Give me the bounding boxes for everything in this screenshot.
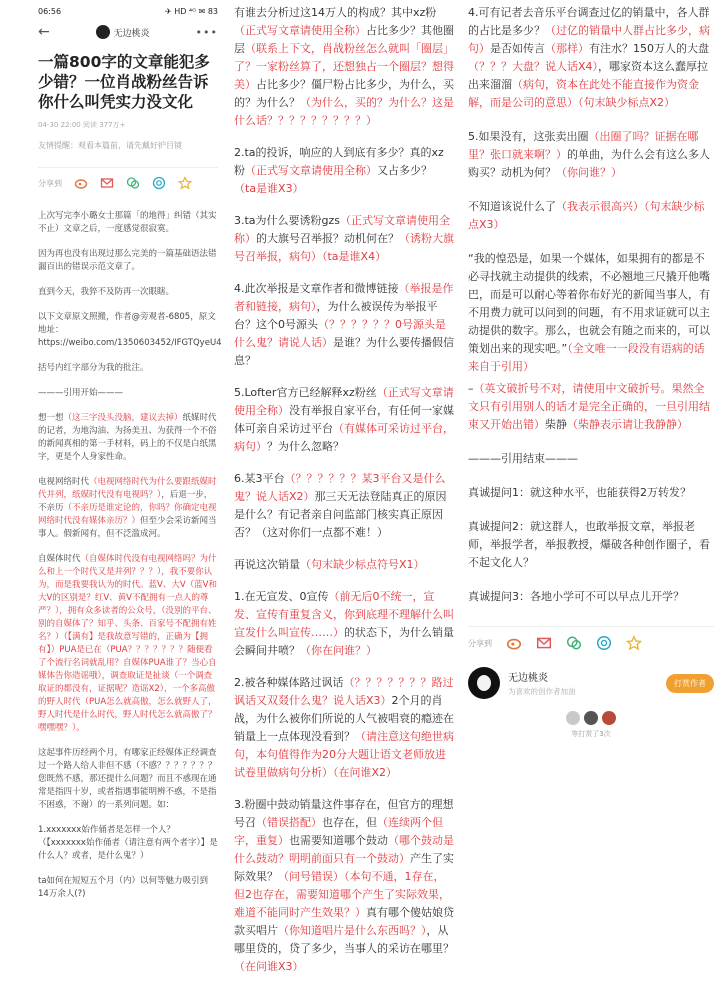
quote-paragraph-2 bbox=[38, 476, 218, 541]
weibo-icon[interactable] bbox=[506, 635, 522, 651]
annotation: （病句，资本在此处不能直接作为资金解，而是公司的意思）（句末缺少标点X2） bbox=[468, 78, 699, 109]
friendly-tip: 友情提醒：观看本篇前，请先戴好护目镜 bbox=[38, 141, 182, 150]
annotation: （句末缺少标点符号X1） bbox=[300, 558, 425, 571]
body-text: 5.如果没有，这张卖出圈 bbox=[468, 130, 589, 143]
annotation: （电视网络时代为什么要跟纸媒时代并列，纸媒时代没有电视吗？） bbox=[38, 477, 217, 500]
body-text: 3.ta为什么要诱粉gzs bbox=[234, 214, 341, 227]
annotation: （你问谁？） bbox=[556, 166, 622, 179]
wechat-icon[interactable] bbox=[126, 176, 140, 190]
col3-paragraph-1 bbox=[468, 4, 714, 112]
article-meta: 04-30 22:00 阅读 377万+ bbox=[38, 121, 126, 129]
quote-text: 电视网络时代 bbox=[38, 477, 90, 487]
body-text: 占比多少？僵尸粉占比多少，为什么，买的？为什么？ bbox=[234, 78, 454, 109]
body-text: ？为什么忽略？ bbox=[267, 440, 344, 453]
body-text: 也存在，但 bbox=[322, 816, 377, 829]
annotation: （柴静表示请让我静静） bbox=[567, 418, 688, 431]
annotation: （正式写文章请使用全称） bbox=[245, 164, 377, 177]
share-label: 分享到 bbox=[468, 638, 492, 648]
body-text: 再说这次销量 bbox=[234, 558, 300, 571]
body-text: 5.Lofter官方已经解释xz粉丝 bbox=[234, 386, 377, 399]
col2-paragraph-1 bbox=[234, 4, 454, 130]
annotation: （连续两个但字，重复） bbox=[234, 816, 443, 847]
share-label: 分享到 bbox=[38, 178, 62, 188]
author-card bbox=[468, 667, 714, 699]
body-text: 产生了实际效果？ bbox=[234, 852, 454, 883]
status-time: 06:56 bbox=[38, 6, 62, 16]
annotation: （不亲历是谁定论的，你吗？你确定电视网络时代没有媒体亲历？） bbox=[38, 503, 217, 526]
wechat-icon[interactable] bbox=[566, 635, 582, 651]
col2-paragraph-4 bbox=[234, 280, 454, 370]
annotation: （正式写文章请使用全称） bbox=[234, 214, 451, 245]
quote-paragraph-5: 1.xxxxxxx始作俑者是怎样一个人？（【xxxxxxx始作俑者（请注意有两个者字）】是什么人？或者，是什么鬼？） bbox=[38, 825, 218, 861]
body-text: ，从哪里贷的，贷了多少，当事人的采访在哪里？ bbox=[234, 924, 454, 955]
col2-paragraph-3 bbox=[234, 212, 454, 266]
annotation: （ta是谁X3） bbox=[234, 182, 304, 195]
sincere-question-2: 真诚提问2：就这群人，也敢举报文章，举报老师，举报学者，举报教授，爆破各种创作圈子，看不起文化人？ bbox=[468, 520, 710, 569]
body-text: 也需要知道哪个鼓动 bbox=[289, 834, 388, 847]
body-text: 又占多少？ bbox=[377, 164, 432, 177]
weibo-icon[interactable] bbox=[74, 176, 88, 190]
quote-start-marker: ———引用开始——— bbox=[38, 388, 124, 398]
more-icon[interactable]: ••• bbox=[195, 25, 218, 39]
quote-end-marker: ———引用结束——— bbox=[468, 452, 578, 465]
body-text: 柴静 bbox=[545, 418, 567, 431]
status-indicators: ✈ HD ⁴ᴳ ✉ 83 bbox=[164, 6, 218, 16]
annotation: （错误搭配） bbox=[256, 816, 322, 829]
quote-paragraph-4: 这起事件历经两个月，有哪家正经媒体正经调查过一个路人给人非但不感（不感？？？？？？？您既然不感，那还提什么问题？而且不惑现在通常是指四十岁，或者指遇事能明辨不惑，不是指不困惑，不谢）的一系列问题。如： bbox=[38, 748, 217, 810]
annotation: （全文唯一一段没有语病的话来自于引用） bbox=[468, 342, 705, 373]
col1-paragraph-5: 括号内红字部分为我的批注。 bbox=[38, 363, 149, 373]
col3-paragraph-3 bbox=[468, 198, 714, 234]
body-text: ，哪家资本这么蠢厚拉出来溜溜 bbox=[468, 60, 709, 91]
back-arrow-icon[interactable]: ← bbox=[38, 24, 50, 40]
body-text: 2.ta的投诉，响应的人到底有多少？真的xz粉 bbox=[234, 146, 444, 177]
account-name: 无边桃炎 bbox=[113, 28, 150, 39]
annotation: （前无后0不统一，宣发、宣传有重复含义，你到底理不理解什么叫宣发什么叫宣传……） bbox=[234, 590, 454, 639]
account-chip[interactable] bbox=[96, 25, 150, 39]
tipper-avatar[interactable] bbox=[566, 711, 580, 725]
body-text: 真有哪个傻姑娘贷款买唱片 bbox=[234, 906, 454, 937]
annotation: （？？？？？？？路过讽话又双叕什么鬼？说人话X3） bbox=[234, 676, 454, 707]
annotation: （在问谁X3） bbox=[234, 960, 304, 973]
col1-paragraph-1: 上次写完李小璐女士那篇「的地得」纠错（其实不止）文章之后，一度感觉很寂寞。 bbox=[38, 211, 217, 234]
quote-text: 自媒体时代 bbox=[38, 554, 81, 564]
body-text: – bbox=[468, 382, 474, 395]
col2-paragraph-6 bbox=[234, 470, 454, 542]
tipper-avatars bbox=[468, 711, 714, 725]
tipper-avatar[interactable] bbox=[584, 711, 598, 725]
avatar bbox=[96, 25, 110, 39]
author-name[interactable]: 无边桃炎 bbox=[508, 673, 548, 684]
body-text: 4.此次举报是文章作者和微博链接 bbox=[234, 282, 399, 295]
annotation: （正式写文章请使用全称） bbox=[234, 386, 454, 417]
annotation: （有媒体可采访过平台，病句） bbox=[234, 422, 454, 453]
annotation: （问号错误）（本句不通，1存在，但2也存在，需要知道哪个产生了实际效果，难道不能同时产生效果？） bbox=[234, 870, 450, 919]
body-text: 的大旗号召举报？动机何在？ bbox=[256, 232, 399, 245]
annotation: （正式写文章请使用全称） bbox=[234, 24, 366, 37]
sincere-question-1: 真诚提问1：就这种水平，也能获得2万转发？ bbox=[468, 486, 691, 499]
share-bar bbox=[38, 167, 218, 198]
annotation: （举报是作者和链接，病句） bbox=[234, 282, 454, 313]
quote-text: 想一想 bbox=[38, 413, 64, 423]
body-text: 占比多少？其他圈层 bbox=[234, 24, 454, 55]
annotation: （过亿的销量中人群占比多少，病句） bbox=[468, 24, 710, 55]
mail-icon[interactable] bbox=[536, 635, 552, 651]
annotation: （诱粉大旗号召举报，病句）（ta是谁X4） bbox=[234, 232, 454, 263]
col2-paragraph-9 bbox=[234, 674, 454, 782]
body-text: 2个月的肖战，为什么被你们所说的人气被唱衰的瘾迹在销量上一点体现没看到？ bbox=[234, 694, 454, 743]
qzone-icon[interactable] bbox=[178, 176, 192, 190]
article-title: 一篇800字的文章能犯多少错？一位肖战粉丝告诉你什么叫凭实力没文化 bbox=[38, 53, 210, 111]
author-avatar[interactable] bbox=[468, 667, 500, 699]
annotation: （？？？？？？某3平台又是什么鬼？说人话X2） bbox=[234, 472, 446, 503]
annotation: （这三字没头没脑，建议去掉） bbox=[63, 413, 183, 423]
body-text: 没有举报自家平台，有任何一家媒体可亲自采访过平台 bbox=[234, 404, 454, 435]
annotation: （那样） bbox=[545, 42, 589, 55]
qq-icon[interactable] bbox=[152, 176, 166, 190]
body-text: “我的惶恐是，如果一个媒体，如果拥有的都是不必寻找就主动提供的线索，不必翘地三尺撬开他嘴巴，而是可以耐心等着你布好光的新闻当事人，有不用费力就可以问到的问题，有不用求证就可以主动提供的数字。那么，也就会有随之而来的，可以策划出来的现实吧。” bbox=[468, 252, 710, 355]
col3-paragraph-5 bbox=[468, 380, 714, 434]
annotation: （自媒体时代没有电视网络吗？为什么和上一个时代又是并列？？？），我不要你认为，而是我要我认为的时代。蓝V、大V（蓝V和大V的区别是？红V、黄V不配拥有一点人的尊严？），拥有众多读者的公众号，（没别的平台、别的自媒体了？知乎、头条、百家号不配拥有姓名？）（【满有】是我故意写错的，正确为【拥有】）PUA是已在（PUA？？？？？？？随便看了个流行名词就乱用？自媒体PUA谁了？当心自媒体告你造谣哦），调查取证是扯谈（一个调查取证的都没有，证据呢？造谣X2），一个多高傲的野人时代 bbox=[38, 554, 217, 707]
annotation: （哪个鼓动是什么鼓动？明明前面只有一个鼓动） bbox=[234, 834, 454, 865]
body-text: 1.在无宣发、0宣传 bbox=[234, 590, 329, 603]
col2-paragraph-5 bbox=[234, 384, 454, 456]
phone-article-column bbox=[0, 0, 228, 1000]
tipper-avatar[interactable] bbox=[602, 711, 616, 725]
body-text: 有谁去分析过这14万人的构成？其中xz粉 bbox=[234, 6, 437, 19]
body-text: ，为什么被误传为举报平台？这个0号源头 bbox=[234, 300, 438, 331]
body-text: 2.被各种媒体路过讽话 bbox=[234, 676, 344, 689]
mail-icon[interactable] bbox=[100, 176, 114, 190]
body-text: 那三天无法登陆真正的原因是什么？有记者亲自问监部门核实真正原因否？（这对你们一点都不难！） bbox=[234, 490, 447, 539]
body-text: 是否如传言 bbox=[490, 42, 545, 55]
quote-text: 纸媒时代的记者，为地沟油、为扬美丑、为获得一个不俗的新闻真相的第一手材料，码上的不仅是白纸黑字，更是个人身家性命。 bbox=[38, 413, 217, 462]
annotation: （你知道唱片是什么东西吗？） bbox=[278, 924, 427, 937]
annotation: （你在问谁？） bbox=[300, 644, 377, 657]
quote-paragraph-1 bbox=[38, 412, 218, 464]
col1-paragraph-3: 直到今天，我猝不及防再一次眼瞎。 bbox=[38, 287, 175, 297]
quote-paragraph-6: ta如何在短短五个月（内）以何等魅力吸引到14万余人(?) bbox=[38, 876, 209, 899]
author-subtitle: 为喜欢的创作者加油 bbox=[508, 687, 576, 696]
body-text: 是谁？为什么要传播假信息？ bbox=[234, 336, 454, 367]
quote-text: 但至少会采访新闻当事人。假新闻有，但不泛滥成河。 bbox=[38, 516, 217, 539]
col1-paragraph-2: 因为再也没有出现过那么完美的一篇基础语法错漏百出的错误示范文章了。 bbox=[38, 249, 217, 272]
annotation: （我表示很高兴）（句末缺少标点X3） bbox=[468, 200, 705, 231]
footer-share-bar bbox=[468, 626, 714, 651]
col3-paragraph-2 bbox=[468, 128, 714, 182]
col3-paragraph-4 bbox=[468, 250, 714, 376]
annotation: （出圈了吗？证据在哪里？张口就来啊？） bbox=[468, 130, 699, 161]
annotation: （联系上下文，肖战粉丝怎么就叫「圈层」了？一家粉丝算了，还想独占一个圈层？想得美） bbox=[234, 42, 454, 91]
reward-author-button[interactable]: 打赏作者 bbox=[666, 674, 714, 693]
quote-paragraph-3 bbox=[38, 553, 218, 735]
col1-paragraph-4: 以下文章原文照搬，作者@旁观者-6805，原文地址：https://weibo.com/1350603452/IFGTQyeU4 bbox=[38, 312, 222, 348]
article-right-column bbox=[462, 0, 722, 1000]
col2-paragraph-7 bbox=[234, 556, 454, 574]
qq-icon[interactable] bbox=[596, 635, 612, 651]
annotation: （PUA怎么就高傲，怎么就野人了，野人时代是什么时代，野人时代怎么就高傲了？嘿嘿嘿？）。 bbox=[38, 697, 217, 733]
body-text: 有注水？150万人的大盘 bbox=[589, 42, 709, 55]
body-text: 不知道该说什么了 bbox=[468, 200, 556, 213]
col2-paragraph-2 bbox=[234, 144, 454, 198]
article-middle-column bbox=[230, 0, 460, 1000]
top-bar bbox=[38, 22, 218, 42]
body-text: 3.粉圈中鼓动销量这件事存在，但官方的理想号召 bbox=[234, 798, 454, 829]
body-text: 6.某3平台 bbox=[234, 472, 285, 485]
quote-text: ，后退一步，不亲历 bbox=[38, 490, 213, 513]
sincere-question-3: 真诚提问3：各地小学可不可以早点儿开学？ bbox=[468, 590, 684, 603]
annotation: （英文破折号不对，请使用中文破折号。果然全文只有引用别人的话才是完全正确的，一旦引用结束又开始出错） bbox=[468, 382, 710, 431]
col2-paragraph-10 bbox=[234, 796, 454, 976]
annotation: （？？？大盘？说人话X4） bbox=[468, 60, 599, 73]
body-text: 4.可有记者去音乐平台调查过亿的销量中，各人群的占比是多少？ bbox=[468, 6, 710, 37]
col2-paragraph-8 bbox=[234, 588, 454, 660]
annotation: （？？？？？？0号源头是什么鬼？请说人话） bbox=[234, 318, 446, 349]
body-text: 的状态下，为什么销量会瞬间井喷？ bbox=[234, 626, 454, 657]
annotation: （请注意这句绝世病句，本句值得作为20分大题让语文老师放进试卷里做病句分析）（在问谁X2） bbox=[234, 730, 454, 779]
qzone-icon[interactable] bbox=[626, 635, 642, 651]
tip-count: 等打赏了3次 bbox=[571, 730, 611, 738]
annotation: （为什么，买的？为什么？这是什么话？？？？？？？？？） bbox=[234, 96, 454, 127]
status-bar bbox=[38, 0, 218, 22]
body-text: 的单曲，为什么会有这么多人购买？动机为何？ bbox=[468, 148, 710, 179]
